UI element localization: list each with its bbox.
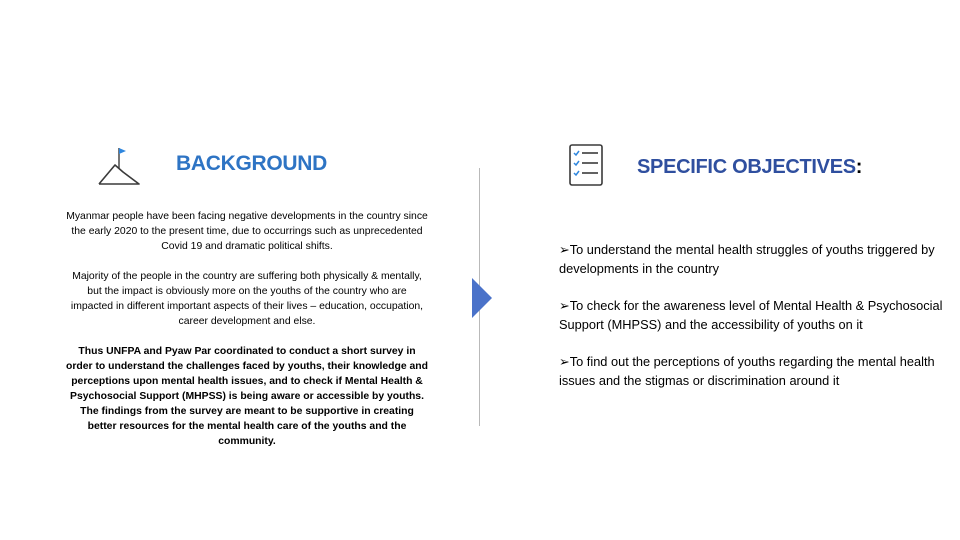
objectives-title-colon: : — [855, 156, 863, 178]
objectives-title — [637, 156, 862, 179]
background-paragraph: Majority of the people in the country are suffering both physically & mentally, but the impact is obviously more on the youths of the country who are impacted in different important aspects of their lives – education, occupation, career development and else. — [70, 271, 424, 327]
background-title: BACKGROUND — [176, 152, 327, 175]
background-paragraph: Myanmar people have been facing negative developments in the country since the early 2020 to the present time, due to occurrings such as unprecedented Covid 19 and dramatic political shifts. — [66, 211, 428, 252]
objectives-title-text: SPECIFIC OBJECTIVES — [637, 156, 856, 178]
checklist-icon — [568, 143, 604, 187]
background-body — [66, 209, 428, 449]
objectives-list — [559, 240, 951, 408]
chevron-right-arrow-icon — [472, 278, 492, 318]
background-bold-paragraph: Thus UNFPA and Pyaw Par coordinated to conduct a short survey in order to understand the challenges faced by youths, their knowledge and perceptions upon mental health issues, and to check if Mental Health & Psychosocial Support (MHPSS) is being aware or accessible by youths. The findings from the survey are meant to be supportive in creating better resources for the mental health care of the youths and the community. — [66, 346, 429, 447]
objective-item: ➢To check for the awareness level of Mental Health & Psychosocial Support (MHPSS) and the accessibility of youths on it — [559, 298, 943, 332]
objective-item: ➢To find out the perceptions of youths regarding the mental health issues and the stigmas or discrimination around it — [559, 354, 935, 388]
mountain-flag-icon — [96, 145, 142, 187]
objective-item: ➢To understand the mental health struggles of youths triggered by developments in the country — [559, 242, 935, 276]
